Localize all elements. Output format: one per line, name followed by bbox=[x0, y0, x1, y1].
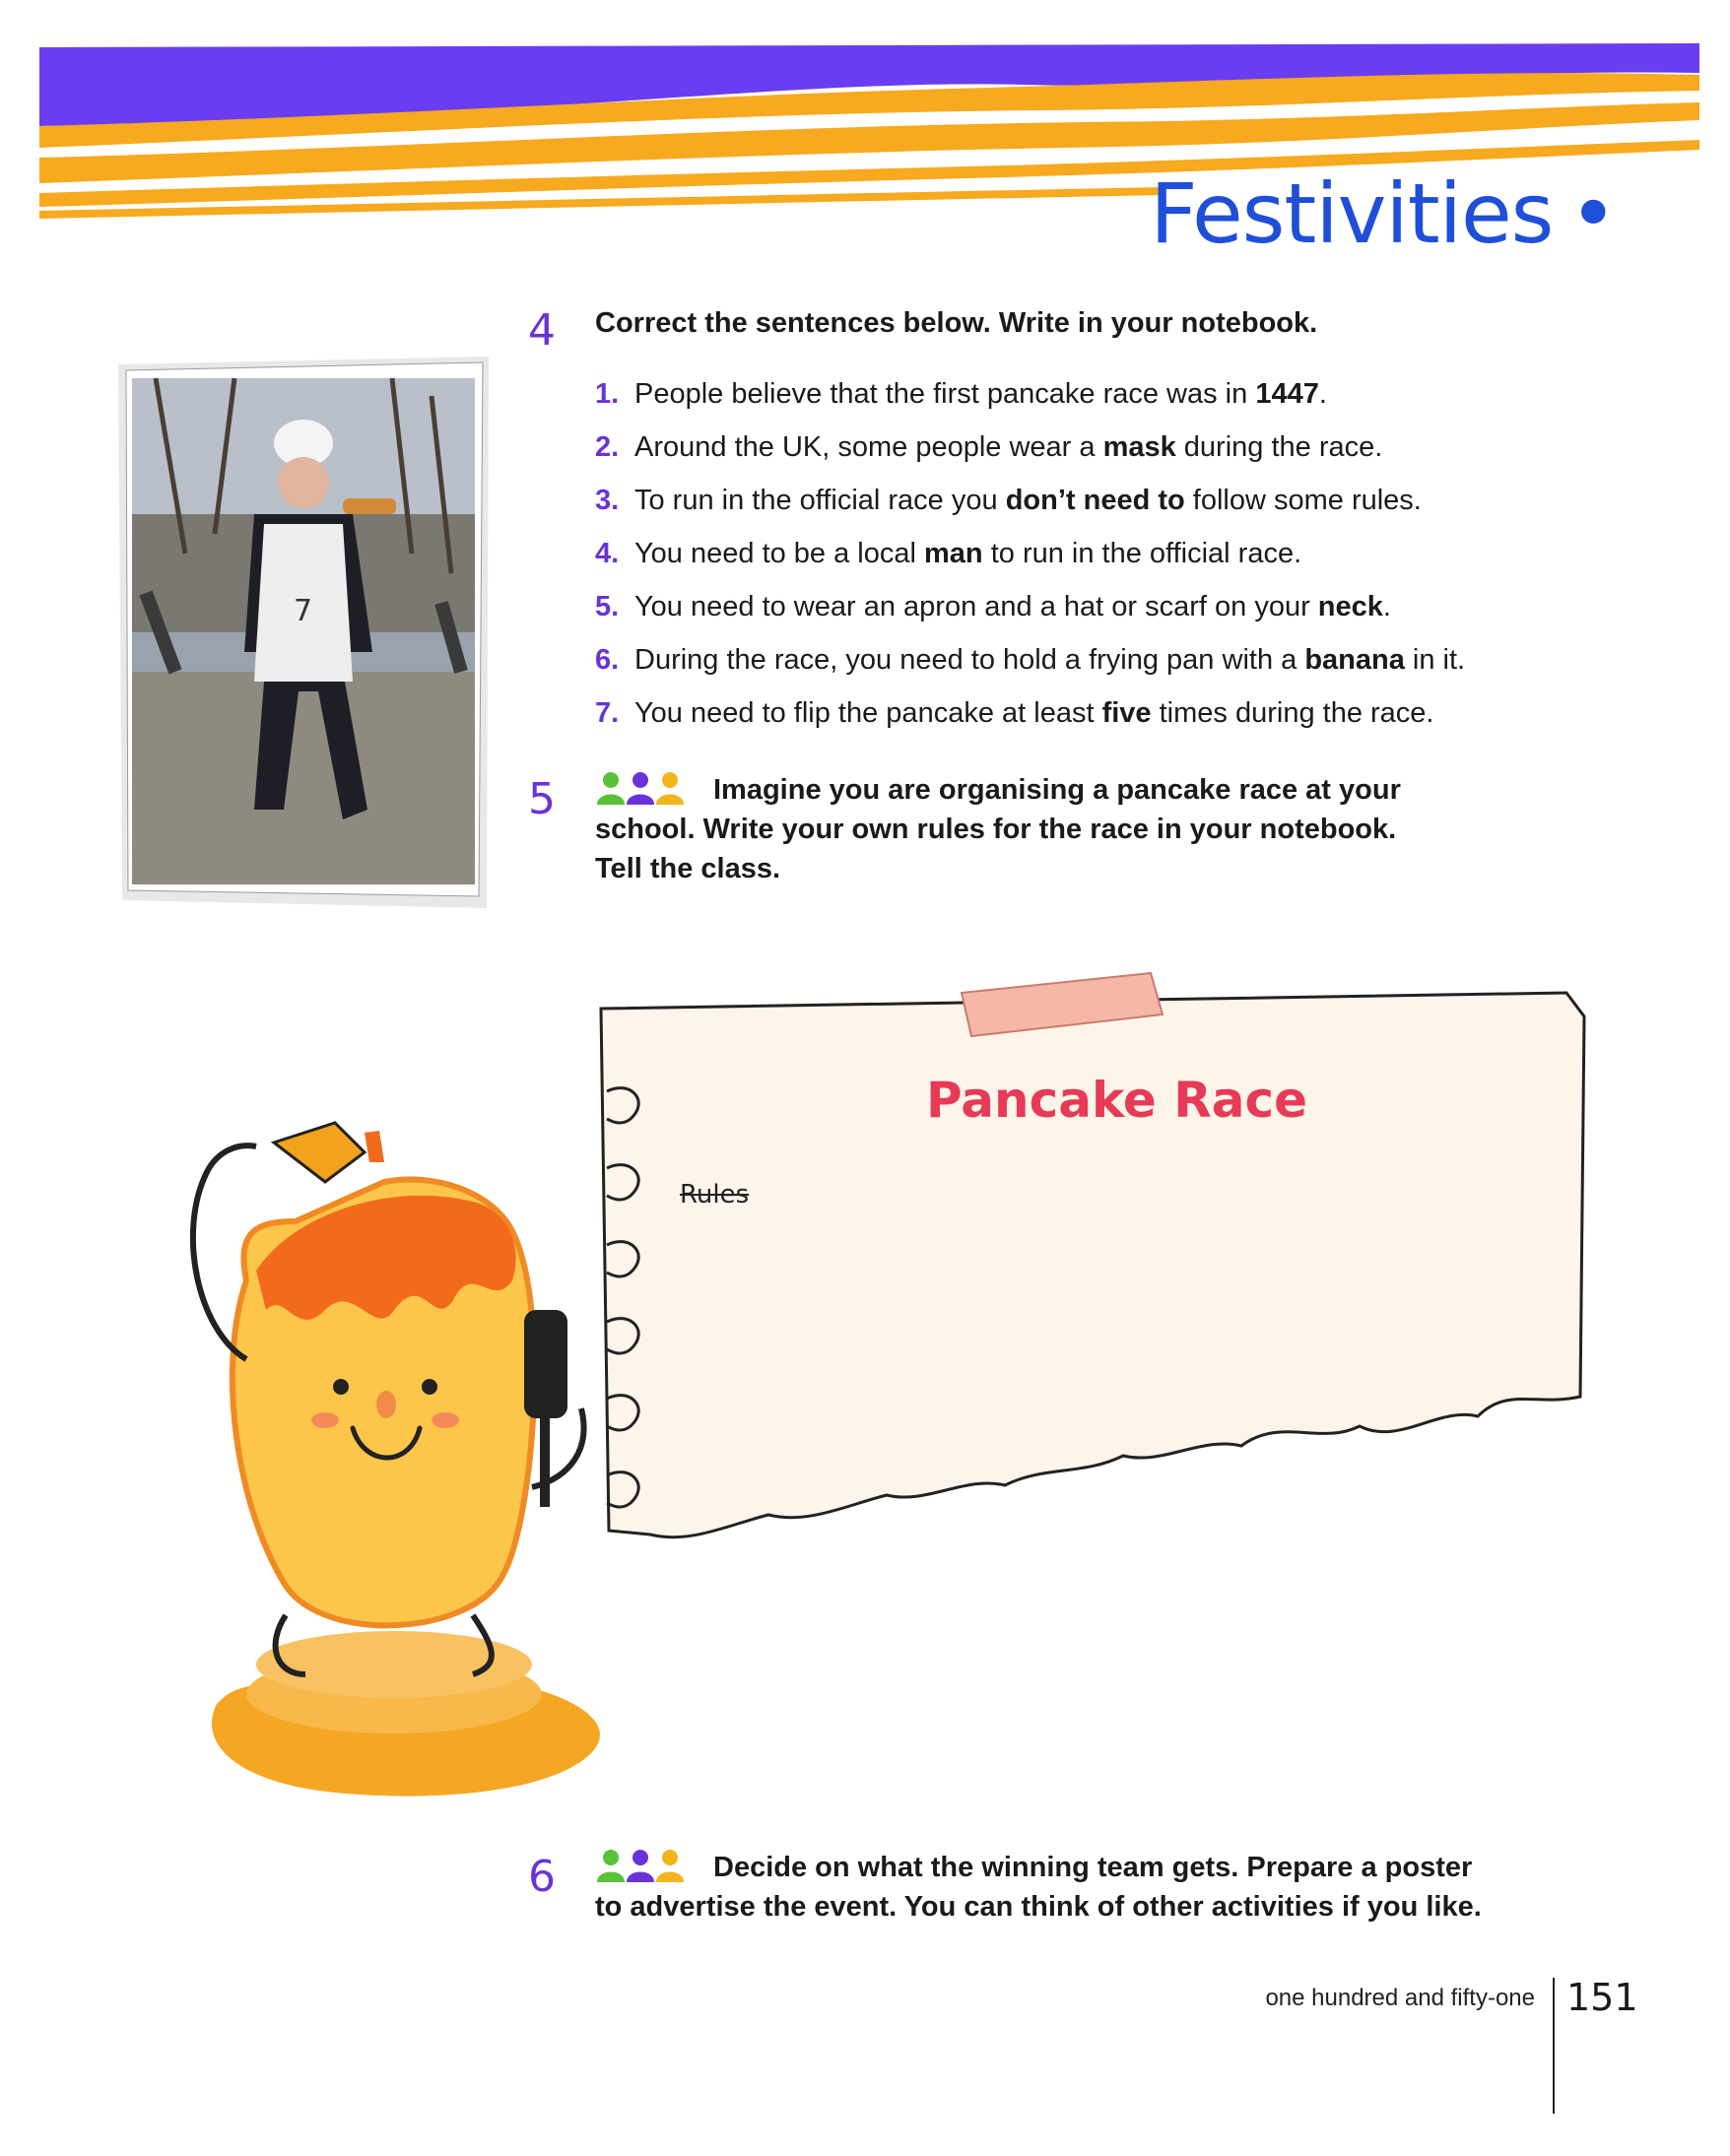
sentence-number: 6. bbox=[595, 644, 620, 676]
sentence-item bbox=[595, 481, 1679, 534]
sentence-keyword: man bbox=[924, 538, 983, 569]
exercise-5-line1 bbox=[595, 770, 1401, 810]
exercise-6-line1 bbox=[595, 1848, 1482, 1887]
sentence-keyword: neck bbox=[1317, 591, 1383, 622]
page-number: 151 bbox=[1566, 1976, 1638, 2019]
sentence-number: 4. bbox=[595, 538, 620, 569]
sentence-text-end: . bbox=[1318, 378, 1327, 410]
exercise-5-line2: school. Write your own rules for the race in your notebook. bbox=[595, 814, 1397, 845]
footer-divider bbox=[1553, 1978, 1555, 2114]
exercise-5-line3: Tell the class. bbox=[595, 853, 781, 884]
note-rules-label: Rules bbox=[680, 1180, 750, 1209]
section-title-bullet: • bbox=[1568, 165, 1617, 262]
exercise-6-number: 6 bbox=[528, 1852, 556, 1902]
sentence-item bbox=[595, 427, 1679, 481]
page-number-words: one hundred and fifty-one bbox=[1265, 1985, 1535, 2011]
sentence-item bbox=[595, 374, 1679, 427]
sentence-number: 5. bbox=[595, 591, 620, 622]
exercise-5-number: 5 bbox=[528, 774, 556, 824]
bib-number: 7 bbox=[294, 594, 313, 628]
sentence-item bbox=[595, 693, 1679, 747]
sentence-text: Around the UK, some people wear a bbox=[634, 431, 1103, 463]
sentence-text-end: during the race. bbox=[1175, 431, 1383, 463]
sentence-item bbox=[595, 534, 1679, 587]
sentence-text: During the race, you need to hold a frying pan with a bbox=[634, 644, 1305, 676]
sentence-number: 7. bbox=[595, 697, 620, 729]
section-title bbox=[1150, 165, 1617, 262]
sentence-item bbox=[595, 640, 1679, 693]
exercise-6-line1-text: Decide on what the winning team gets. Prepare a poster bbox=[713, 1852, 1473, 1883]
exercise-6-instruction bbox=[595, 1848, 1482, 1927]
exercise-5-line1-text: Imagine you are organising a pancake race at your bbox=[713, 774, 1401, 806]
exercise-6-line2: to advertise the event. You can think of other activities if you like. bbox=[595, 1891, 1482, 1923]
sentence-number: 1. bbox=[595, 378, 620, 410]
exercise-4-instruction: Correct the sentences below. Write in your notebook. bbox=[595, 307, 1318, 339]
sentence-item bbox=[595, 587, 1679, 640]
sentence-number: 2. bbox=[595, 431, 620, 463]
sentence-text-end: . bbox=[1382, 591, 1391, 622]
pancake-race-photo bbox=[116, 357, 491, 908]
sentence-text: To run in the official race you bbox=[634, 485, 1006, 516]
sentence-text-end: times during the race. bbox=[1151, 697, 1434, 729]
sentence-keyword: mask bbox=[1102, 431, 1176, 463]
note-title: Pancake Race bbox=[926, 1072, 1308, 1129]
sentence-text: People believe that the first pancake race was in bbox=[634, 378, 1256, 410]
exercise-5-instruction bbox=[595, 770, 1401, 888]
torn-paper-note bbox=[591, 953, 1596, 1564]
section-title-text: Festivities bbox=[1150, 165, 1554, 262]
sentence-text: You need to wear an apron and a hat or scarf on your bbox=[634, 591, 1318, 622]
sentence-keyword: don’t need to bbox=[1005, 485, 1185, 516]
sentence-text-end: to run in the official race. bbox=[982, 538, 1302, 569]
sentence-keyword: five bbox=[1101, 697, 1152, 729]
group-work-icon bbox=[595, 1849, 686, 1882]
sentence-keyword: banana bbox=[1304, 644, 1405, 676]
group-work-icon bbox=[595, 771, 686, 805]
sentence-number: 3. bbox=[595, 485, 620, 516]
sentence-keyword: 1447 bbox=[1255, 378, 1319, 410]
sentence-text: You need to flip the pancake at least bbox=[634, 697, 1102, 729]
sentence-text-end: follow some rules. bbox=[1184, 485, 1422, 516]
exercise-4-number: 4 bbox=[528, 305, 556, 356]
sentence-text: You need to be a local bbox=[634, 538, 925, 569]
pancake-mascot-illustration bbox=[177, 1113, 650, 1822]
sentence-text-end: in it. bbox=[1404, 644, 1466, 676]
exercise-4-sentence-list bbox=[595, 374, 1679, 747]
